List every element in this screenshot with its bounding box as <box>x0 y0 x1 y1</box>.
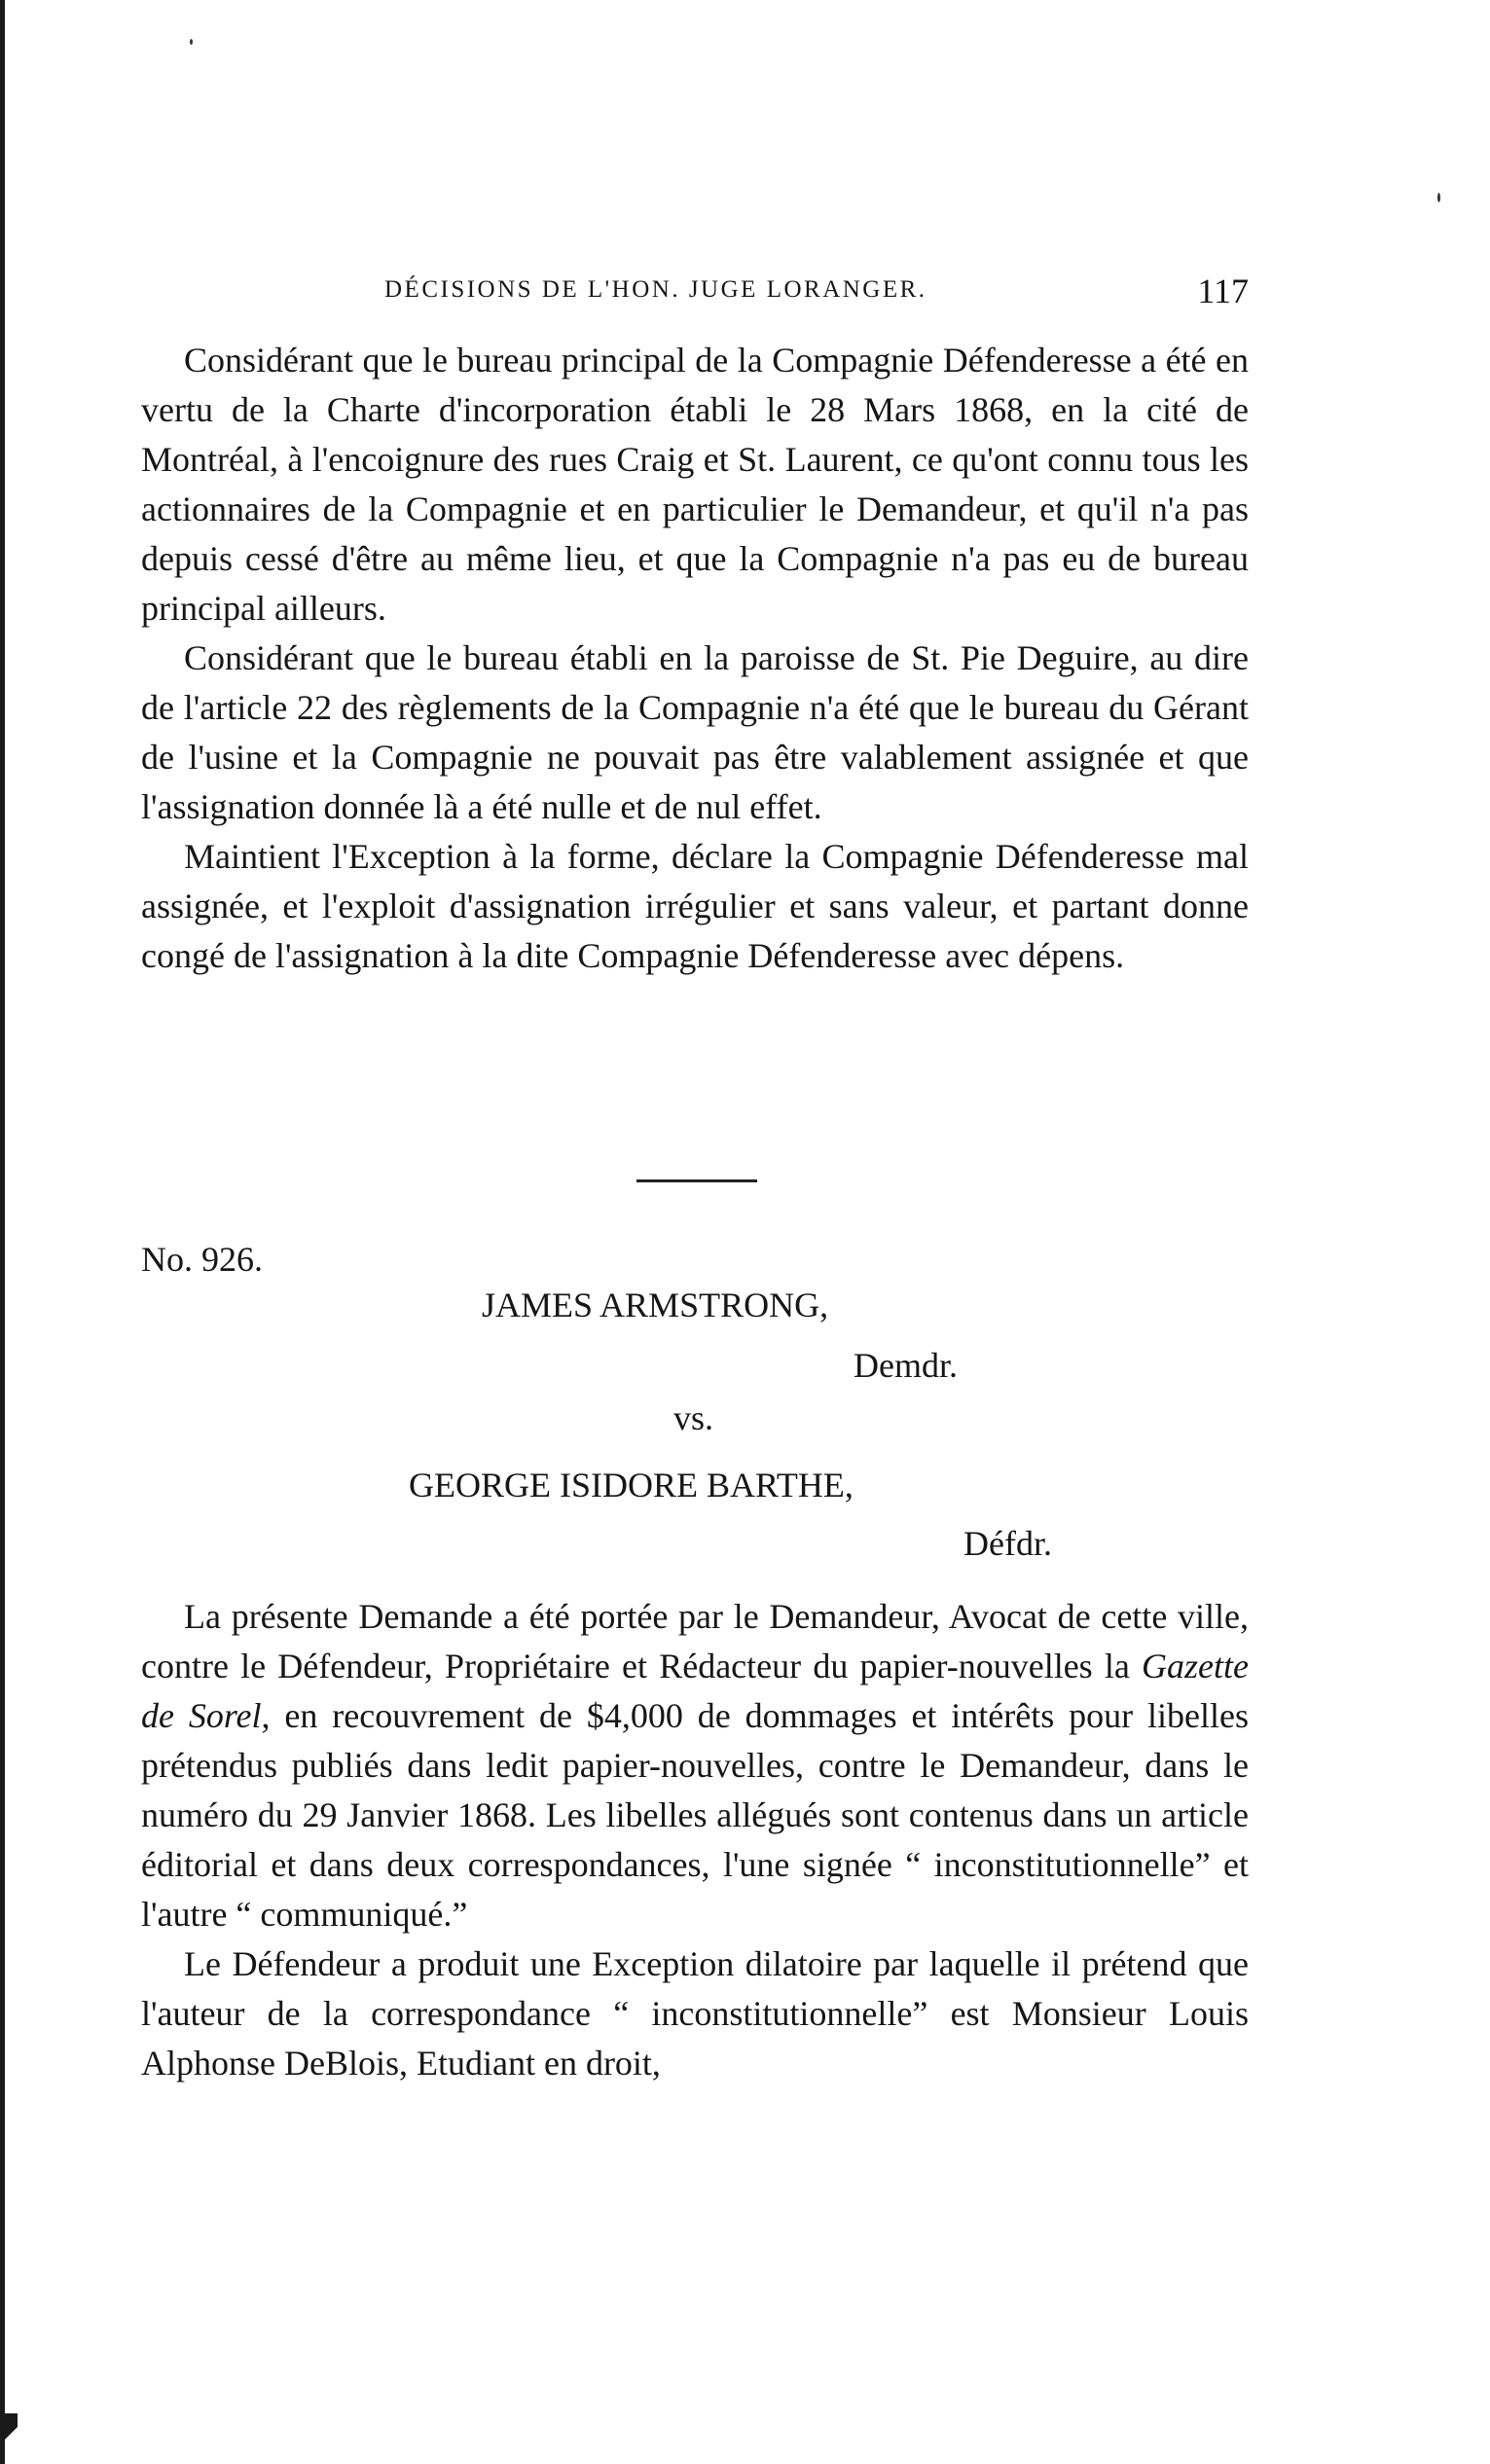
page-header <box>384 271 1249 309</box>
judgment-text <box>141 336 1249 981</box>
paper-speck <box>190 39 193 45</box>
defendant-name: GEORGE ISIDORE BARTHE, <box>409 1466 854 1504</box>
newspaper-title: Gazette de Sorel <box>141 1647 1249 1735</box>
demande-text-part1: La présente Demande a été portée par le Demandeur, Avocat de cette ville, contre le Défendeur, Propriétaire et Rédacteur du papier-nouvelles la <box>141 1597 1249 1685</box>
page-number: 117 <box>1197 272 1249 310</box>
case-number: No. 926. <box>141 1240 263 1279</box>
running-head: DÉCISIONS DE L'HON. JUGE LORANGER. <box>384 276 927 303</box>
paragraph-considerant-1: Considérant que le bureau principal de la Compagnie Défenderesse a été en vertu de la Charte d'incorporation établi le 28 Mars 1868, en la cité de Montréal, à l'encoignure des rues Craig et St. Laurent, ce qu'ont connu tous les actionnaires de la Compagnie et en particulier le Demandeur, et qu'il n'a pas depuis cessé d'être au même lieu, et que la Compagnie n'a pas eu de bureau principal ailleurs. <box>141 341 1249 628</box>
plaintiff-role: Demdr. <box>854 1346 958 1385</box>
versus-label: vs. <box>673 1398 714 1437</box>
plaintiff-name: JAMES ARMSTRONG, <box>482 1286 829 1324</box>
demande-text-part2: , en recouvrement de $4,000 de dommages et intérêts pour libelles prétendus publiés dans ledit papier-nouvelles, contre le Demandeur, dans le numéro du 29 Janvier 1868. Les libelles allégués sont contenus dans un article éditorial et dans deux correspondances, l'une signée “ inconstitutionnelle” et l'autre “ communiqué.” <box>141 1696 1249 1934</box>
paragraph-considerant-2: Considérant que le bureau établi en la paroisse de St. Pie Deguire, au dire de l'article 22 des règlements de la Compagnie n'a été que le bureau du Gérant de l'usine et la Compagnie ne pouvait pas être valablement assignée et que l'assignation donnée là a été nulle et de nul effet. <box>141 638 1249 826</box>
paragraph-maintient: Maintient l'Exception à la forme, déclare la Compagnie Défenderesse mal assignée, et l'exploit d'assignation irrégulier et sans valeur, et partant donne congé de l'assignation à la dite Compagnie Défenderesse avec dépens. <box>141 837 1249 975</box>
binding-edge <box>0 0 5 2464</box>
defendant-role: Défdr. <box>963 1524 1052 1563</box>
section-divider <box>636 1179 757 1182</box>
binding-corner <box>0 2413 18 2464</box>
paragraph-exception: Le Défendeur a produit une Exception dilatoire par laquelle il prétend que l'auteur de la correspondance “ inconstitutionnelle” est Monsieur Louis Alphonse DeBlois, Etudiant en droit, <box>141 1944 1249 2083</box>
paragraph-demande <box>141 1592 1249 1939</box>
paper-speck <box>1437 193 1440 202</box>
case-text <box>141 1592 1249 2088</box>
